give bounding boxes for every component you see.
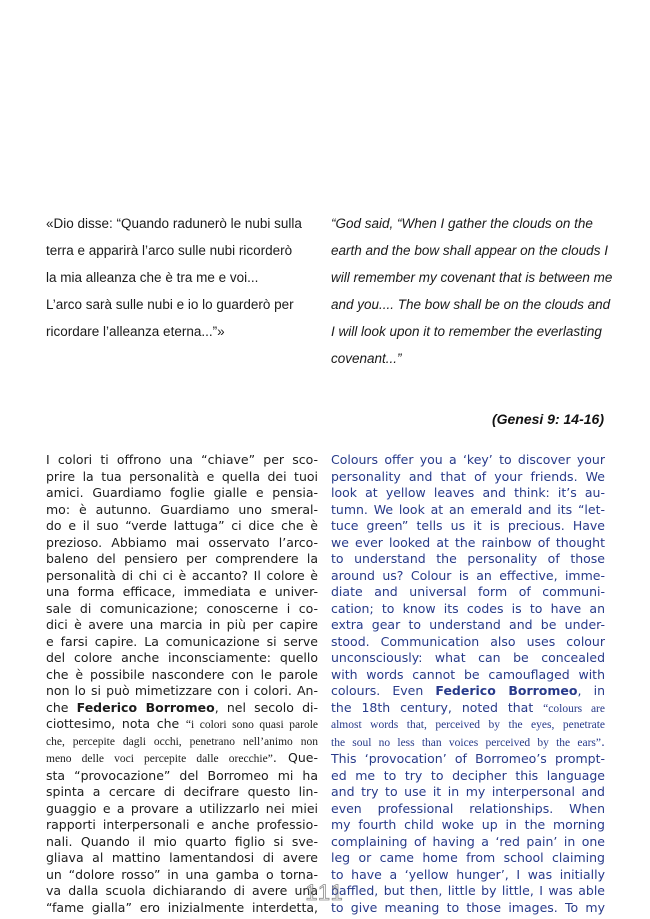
- page-number: 111: [305, 880, 345, 905]
- body-line: del colore anche inconsciamente: quello: [46, 650, 318, 665]
- body-line: prezioso. Abbiamo mai osservato l’arco-: [46, 534, 318, 550]
- body-line: look at yellow leaves and think: it’s au-: [331, 485, 605, 500]
- body-line: rapporti interpersonali e anche professio-: [46, 817, 318, 832]
- body-line: spinta a cercare di decifrare questo lin-: [46, 784, 318, 799]
- body-text: colours. Even: [331, 683, 436, 698]
- body-line: personality and that of your friends. We: [331, 468, 605, 484]
- body-text: .: [601, 733, 605, 749]
- quote-english-line: covenant...”: [331, 351, 402, 366]
- body-line: guaggio e a provare a utilizzarlo nei miei: [46, 800, 318, 816]
- body-line: complaining of having a ‘red pain’ in one: [331, 833, 605, 849]
- body-line: to give meaning to those images. To my: [331, 899, 605, 915]
- body-line: I colori ti offrono una “chiave” per sco-: [46, 452, 318, 467]
- body-line: Colours offer you a ‘key’ to discover your: [331, 452, 605, 467]
- body-line: we ever looked at the rainbow of thought: [331, 534, 605, 550]
- body-line: mo: è autunno. Guardiamo uno smeral-: [46, 501, 318, 517]
- citation-text: meno delle voci percepite dalle orecchie”: [46, 753, 273, 765]
- body-line: baleno del pensiero per comprendere la: [46, 551, 318, 566]
- body-line: with words cannot be camouflaged with: [331, 666, 605, 682]
- body-line: non lo si può mimetizzare con i colori. An-: [46, 683, 318, 698]
- quote-italian-line: «Dio disse: “Quando radunerò le nubi sulla: [46, 216, 302, 231]
- body-line: [46, 750, 318, 768]
- body-text: . Que-: [272, 750, 318, 765]
- author-name: Federico Borromeo: [435, 683, 578, 698]
- body-line: around us? Colour is an effective, imme-: [331, 567, 605, 583]
- body-text: che: [46, 699, 77, 715]
- body-line: even professional relationships. When: [331, 800, 605, 816]
- quote-italian-line: terra e apparirà l’arco sulle nubi ricorderò: [46, 243, 293, 258]
- body-line: va dalla scuola dichiarando di avere una: [46, 883, 318, 898]
- body-line: to understand the personality of those: [331, 551, 605, 566]
- body-line: un “dolore rosso” in una gamba o torna-: [46, 866, 318, 882]
- body-line: che è possibile nascondere con le parole: [46, 666, 318, 682]
- body-line: extra gear to understand and be under-: [331, 617, 605, 632]
- citation-line: che, percepite dagli occhi, penetrano nell’animo non: [46, 735, 318, 748]
- body-line: e farsi capire. La comunicazione si serve: [46, 633, 318, 649]
- body-line: [46, 700, 318, 717]
- quote-english: [331, 210, 611, 372]
- quote-italian: [46, 210, 316, 345]
- body-line: nali. Quando il mio quarto figlio si sve-: [46, 833, 318, 849]
- quote-english-line: and you.... The bow shall be on the clouds and: [331, 297, 611, 312]
- body-line: dici è avere una marcia in più per capire: [46, 617, 318, 632]
- author-name: Federico Borromeo: [76, 699, 215, 715]
- body-line: [46, 716, 318, 734]
- citation-line: almost words that, perceived by the eyes, penetrate: [331, 719, 605, 731]
- citation-text: the soul no less than voices perceived by the ears”: [331, 736, 602, 749]
- body-line: tuce green” tells us it is precious. Have: [331, 518, 605, 533]
- body-line: baffled, but then, little by little, I was able: [331, 883, 605, 898]
- quote-english-line: earth and the bow shall appear on the clouds I: [331, 243, 608, 258]
- body-line: This ‘provocation’ of Borromeo’s prompt-: [331, 751, 605, 766]
- body-line: prire la tua personalità e quella dei tuoi: [46, 468, 318, 484]
- body-line: una forma efficace, immediata e univer-: [46, 584, 318, 599]
- body-text: ciottesimo, nota che: [46, 716, 186, 731]
- body-line: ed me to try to decipher this language: [331, 767, 605, 783]
- body-text: , nel secolo di-: [214, 699, 318, 715]
- quote-italian-line: la mia alleanza che è tra me e voi...: [46, 270, 259, 285]
- body-line: do e il suo “verde lattuga” ci dice che è: [46, 518, 318, 533]
- body-line: sale di comunicazione; conoscerne i co-: [46, 600, 318, 616]
- body-line: my fourth child woke up in the morning: [331, 817, 605, 832]
- body-line: and try to use it in my interpersonal and: [331, 784, 605, 799]
- quote-italian-line: L’arco sarà sulle nubi e io lo guarderò per: [46, 297, 294, 312]
- body-text: , in: [577, 683, 605, 698]
- body-line: diate and universal form of communi-: [331, 584, 605, 599]
- body-italian: [46, 452, 318, 916]
- quote-italian-line: ricordare l’alleanza eterna...”»: [46, 324, 225, 339]
- body-english: [331, 452, 605, 916]
- body-line: stood. Communication also uses colour: [331, 633, 605, 649]
- body-line: [331, 683, 605, 700]
- body-line: [331, 700, 605, 718]
- body-line: cation; to know its codes is to have an: [331, 600, 605, 616]
- body-line: [331, 734, 605, 752]
- body-line: gliava al mattino lamentandosi di avere: [46, 850, 318, 865]
- body-line: “fame gialla” ero inizialmente interdetta,: [46, 899, 318, 915]
- body-line: tumn. We look at an emerald and its “let-: [331, 501, 605, 517]
- body-line: sta “provocazione” del Borromeo mi ha: [46, 767, 318, 783]
- body-line: leg or came home from school claiming: [331, 850, 605, 865]
- citation-text: “i colori sono quasi parole: [185, 719, 318, 731]
- bible-reference: (Genesi 9: 14-16): [491, 411, 604, 427]
- quote-english-line: will remember my covenant that is between me: [331, 270, 613, 285]
- body-line: amici. Guardiamo foglie gialle e pensia-: [46, 485, 318, 500]
- body-line: personalità di chi ci è accanto? Il colore è: [46, 567, 318, 583]
- body-text: the 18th century, noted that: [331, 699, 544, 715]
- quote-english-line: I will look upon it to remember the everlasting: [331, 324, 602, 339]
- quote-english-line: “God said, “When I gather the clouds on the: [331, 216, 593, 231]
- citation-text: “colours are: [543, 702, 605, 715]
- body-line: unconsciously: what can be concealed: [331, 650, 605, 665]
- body-line: to have a ‘yellow hunger’, I was initially: [331, 866, 605, 882]
